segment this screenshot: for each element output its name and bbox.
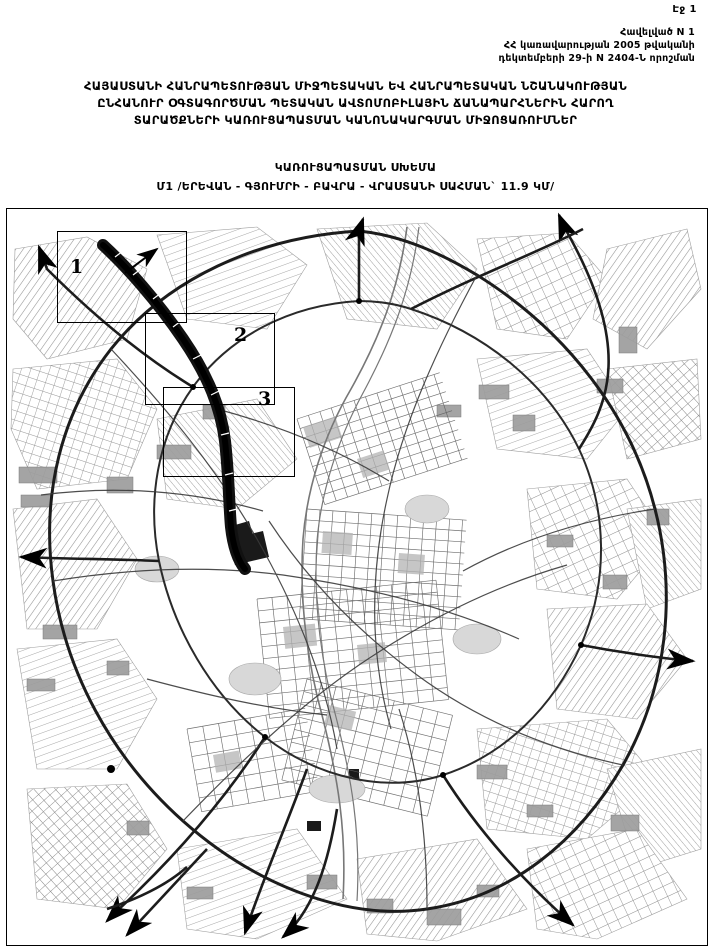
map-callout-3[interactable] (163, 387, 295, 477)
map-callout-2-label: 2 (234, 324, 248, 346)
reference-line-1: Հավելված N 1 (620, 27, 695, 38)
map-callout-1[interactable] (57, 231, 187, 323)
page-title (0, 78, 711, 129)
page-subtitle (0, 158, 711, 196)
map-callout-1-label: 1 (70, 256, 84, 278)
title-line-3: ՏԱՐԱԾՔՆԵՐԻ ԿԱՌՈՒՑԱՊԱՏՄԱՆ ԿԱՆՈՆԱԿԱՐԳՄԱՆ ՄԻՋՈՑԱՌՈՒՄՆԵՐ (133, 113, 578, 127)
subtitle-line-2: Մ1 /ԵՐԵՎԱՆ - ԳՅՈՒՄՐԻ - ԲԱՎՐԱ - ՎՐԱՍՏԱՆԻ ՍԱՀՄԱՆ` 11.9 ԿՄ/ (156, 180, 555, 193)
map-callout-3-label: 3 (258, 388, 272, 410)
document-reference (499, 26, 695, 65)
title-line-1: ՀԱՅԱՍՏԱՆԻ ՀԱՆՐԱՊԵՏՈՒԹՅԱՆ ՄԻՋՊԵՏԱԿԱՆ ԵՎ ՀԱՆՐԱՊԵՏԱԿԱՆ ՆՇԱՆԱԿՈՒԹՅԱՆ (83, 79, 628, 93)
page-number: Էջ 1 (672, 4, 697, 15)
map-figure (6, 208, 708, 946)
reference-line-2: ՀՀ կառավարության 2005 թվականի (503, 40, 695, 51)
title-line-2: ԸՆՀԱՆՈՒՐ ՕԳՏԱԳՈՐԾՄԱՆ ՊԵՏԱԿԱՆ ԱՎՏՈՄՈԲԻԼԱՅԻՆ ՃԱՆԱՊԱՐՀՆԵՐԻՆ ՀԱՐՈՂ (97, 96, 614, 110)
reference-line-3: դեկտեմբերի 29-ի N 2404-Ն որոշման (498, 53, 695, 64)
subtitle-line-1: ԿԱՌՈՒՑԱՊԱՏՄԱՆ ՍԽԵՄԱ (274, 161, 437, 174)
